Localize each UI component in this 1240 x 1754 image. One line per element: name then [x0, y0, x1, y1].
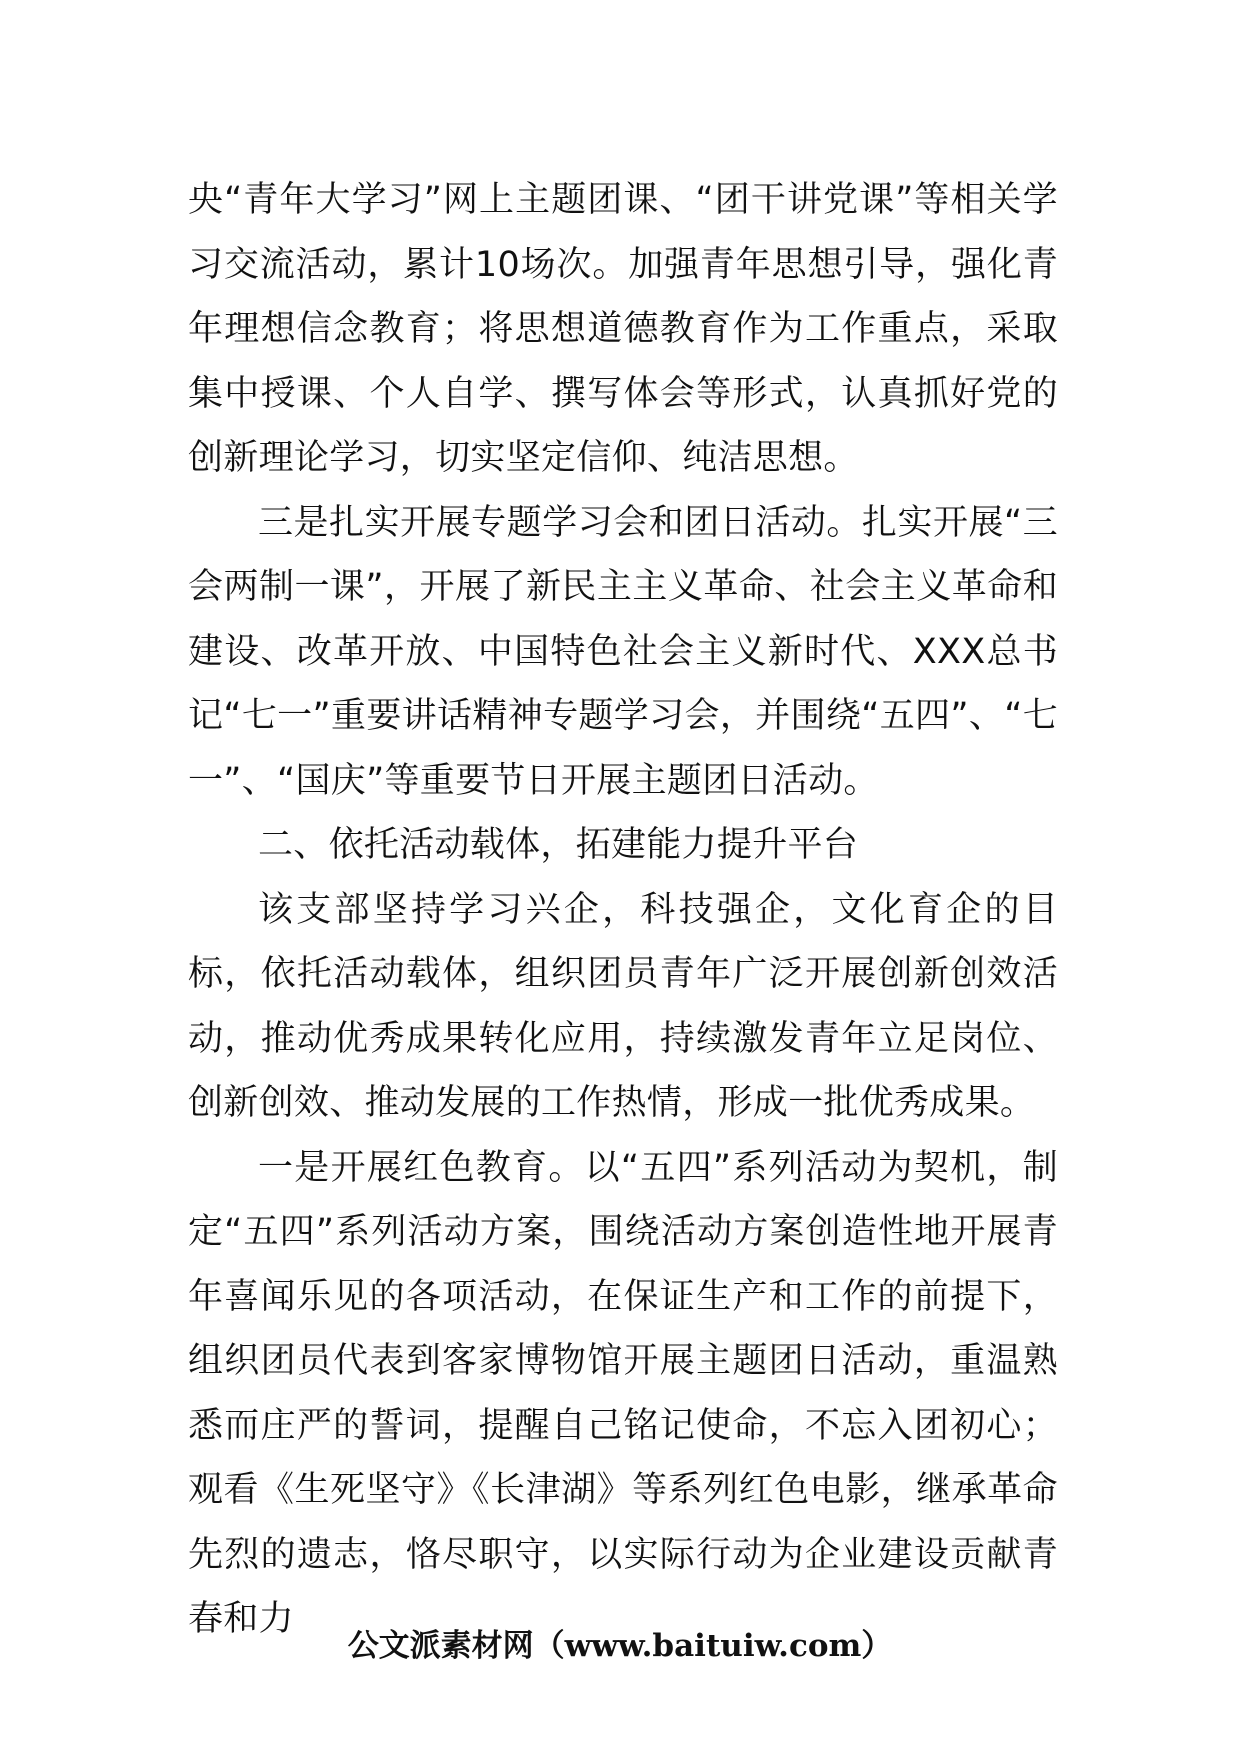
section-heading-2: 二、依托活动载体，拓建能力提升平台: [258, 825, 859, 865]
paragraph-continuation: 央“青年大学习”网上主题团课、“团干讲党课”等相关学习交流活动，累计10场次。加强青年思想引导，强化青年理想信念教育；将思想道德教育作为工作重点，采取集中授课、个人自学、撰写体会等形式，认真抓好党的创新理论学习，切实坚定信仰、纯洁思想。: [188, 180, 1058, 478]
footer-watermark: 公文派素材网（www.baituiw.com）: [347, 1628, 893, 1664]
paragraph-special-study-sessions: 三是扎实开展专题学习会和团日活动。扎实开展“三会两制一课”，开展了新民主主义革命、社会主义革命和建设、改革开放、中国特色社会主义新时代、XXX总书记“七一”重要讲话精神专题学习会，并围绕“五四”、“七一”、“国庆”等重要节日开展主题团日活动。: [188, 502, 1058, 801]
paragraph-activity-carrier: 该支部坚持学习兴企，科技强企，文化育企的目标，依托活动载体，组织团员青年广泛开展创新创效活动，推动优秀成果转化应用，持续激发青年立足岗位、创新创效、推动发展的工作热情，形成一批优秀成果。: [188, 889, 1058, 1123]
paragraph-red-education: 一是开展红色教育。以“五四”系列活动为契机，制定“五四”系列活动方案，围绕活动方案创造性地开展青年喜闻乐见的各项活动，在保证生产和工作的前提下，组织团员代表到客家博物馆开展主题团日活动，重温熟悉而庄严的誓词，提醒自己铭记使命，不忘入团初心；观看《生死坚守》《长津湖》等系列红色电影，继承革命先烈的遗志，恪尽职守，以实际行动为企业建设贡献青春和力: [188, 1147, 1058, 1639]
document-body: [188, 168, 1058, 1652]
